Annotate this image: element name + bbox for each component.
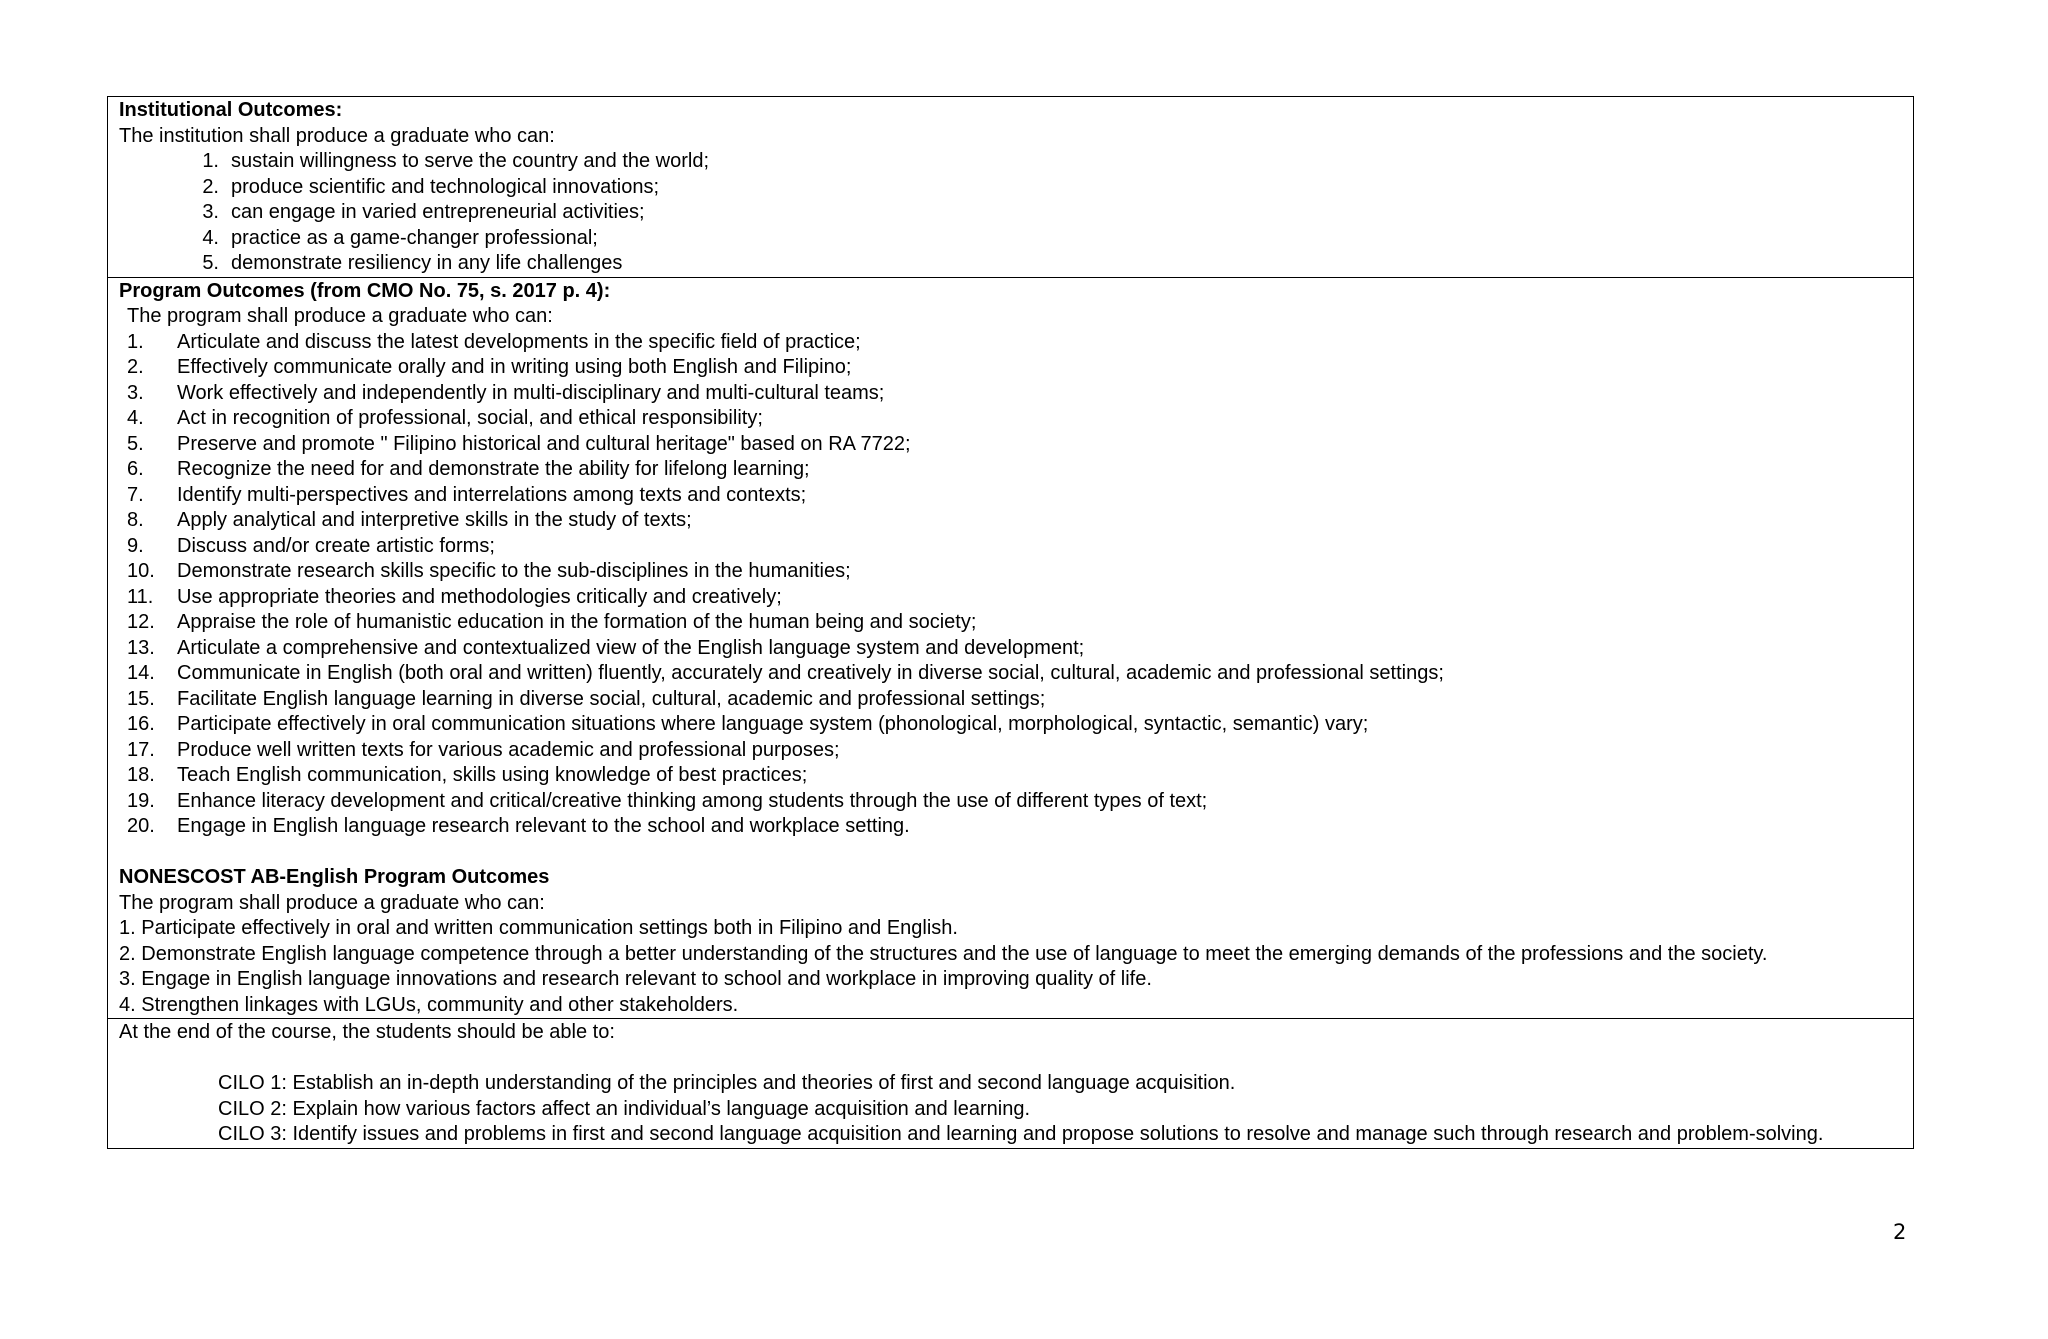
list-item [119,814,1905,840]
list-item [119,149,1905,175]
item-text: practice as a game-changer professional; [231,226,598,249]
item-number: 2. [119,942,142,965]
item-text: Engage in English language research relevant to the school and workplace setting. [177,815,910,837]
item-number: 4. [202,226,219,249]
list-item [119,226,1905,252]
institutional-intro: The institution shall produce a graduate who can: [119,124,555,147]
program-list [119,330,1905,840]
item-number: 1. [119,917,142,939]
item-text: Discuss and/or create artistic forms; [177,534,495,557]
item-text: Strengthen linkages with LGUs, community and other stakeholders. [141,993,739,1016]
item-number: 7. [127,483,144,506]
item-text: Enhance literacy development and critical/creative thinking among students through the use of different types of text; [177,789,1208,812]
item-text: Use appropriate theories and methodologies critically and creatively; [177,585,782,608]
item-text: Teach English communication, skills using knowledge of best practices; [177,764,808,786]
list-item [119,1097,1905,1123]
item-text: Articulate a comprehensive and contextualized view of the English language system and development; [177,636,1085,659]
item-number: 3. [119,968,142,990]
list-item [119,200,1905,226]
item-number: 4. [119,993,142,1016]
item-number: 2. [202,175,219,198]
program-heading: Program Outcomes (from CMO No. 75, s. 2017 p. 4): [119,279,611,302]
item-text: Work effectively and independently in multi-disciplinary and multi-cultural teams; [177,381,885,404]
item-number: 18. [127,764,155,786]
list-item [119,175,1905,201]
item-number: 4. [127,407,144,429]
cilo-code: CILO 3: [218,1123,293,1145]
list-item [119,942,1905,968]
cilo-text: Identify issues and problems in first and second language acquisition and learning and propose solutions to resolve and manage such through research and problem-solving. [292,1123,1824,1145]
list-item [119,559,1905,585]
institutional-outcomes-cell [108,97,1913,277]
list-item [119,508,1905,534]
list-item [119,993,1905,1019]
item-number: 5. [202,252,219,274]
list-item [119,661,1905,687]
item-number: 6. [127,458,144,480]
item-number: 12. [127,611,155,633]
item-text: Participate effectively in oral communication situations where language system (phonological, morphological, syntactic, semantic) vary; [177,713,1369,735]
list-item [119,610,1905,636]
list-item [119,381,1905,407]
nonescost-heading: NONESCOST AB-English Program Outcomes [119,866,550,888]
item-number: 3. [127,381,144,404]
item-text: Effectively communicate orally and in writing using both English and Filipino; [177,356,852,378]
list-item [119,457,1905,483]
list-item [119,534,1905,560]
item-number: 14. [127,662,155,684]
item-text: Identify multi-perspectives and interrelations among texts and contexts; [177,483,807,506]
item-number: 13. [127,636,155,659]
item-number: 2. [127,356,144,378]
item-text: Demonstrate research skills specific to the sub-disciplines in the humanities; [177,560,851,582]
cilo-text: Establish an in-depth understanding of the principles and theories of first and second language acquisition. [292,1072,1236,1094]
item-number: 15. [127,687,155,710]
list-item [119,712,1905,738]
item-text: Facilitate English language learning in diverse social, cultural, academic and professional settings; [177,687,1046,710]
item-text: Demonstrate English language competence through a better understanding of the structures and the use of language to meet the emerging demands of the professions and the society. [141,942,1768,965]
list-item [119,687,1905,713]
spacer [119,840,1905,866]
list-item [119,789,1905,815]
item-number: 17. [127,738,155,761]
list-item [119,763,1905,789]
item-text: Articulate and discuss the latest developments in the specific field of practice; [177,330,861,353]
program-outcomes-cell [108,277,1913,1019]
cilo-code: CILO 2: [218,1097,293,1120]
item-number: 20. [127,815,155,837]
cilo-code: CILO 1: [218,1072,293,1094]
item-text: Communicate in English (both oral and written) fluently, accurately and creatively in diverse social, cultural, academic and professional settings; [177,662,1444,684]
list-item [119,967,1905,993]
item-number: 10. [127,560,155,582]
item-number: 1. [127,330,144,353]
list-item [119,738,1905,764]
list-item [119,330,1905,356]
list-item [119,585,1905,611]
nonescost-intro: The program shall produce a graduate who can: [119,891,545,914]
item-number: 9. [127,534,144,557]
cilo-text: Explain how various factors affect an individual’s language acquisition and learning. [292,1097,1030,1120]
item-number: 8. [127,509,144,531]
institutional-list [119,149,1905,277]
list-item [119,1071,1905,1097]
list-item [119,636,1905,662]
cilo-list [119,1071,1905,1148]
item-text: can engage in varied entrepreneurial activities; [231,201,645,223]
spacer [119,1046,1905,1072]
item-number: 3. [202,201,219,223]
outcomes-table [107,96,1914,1149]
list-item [119,251,1905,277]
item-text: produce scientific and technological innovations; [231,175,660,198]
institutional-heading: Institutional Outcomes: [119,99,343,121]
item-text: demonstrate resiliency in any life challenges [231,252,623,274]
item-text: Appraise the role of humanistic education in the formation of the human being and society; [177,611,977,633]
list-item [119,355,1905,381]
item-number: 1. [202,150,219,172]
list-item [119,432,1905,458]
item-text: Engage in English language innovations and research relevant to school and workplace in improving quality of life. [141,968,1152,990]
page-number: 2 [1893,1220,1907,1244]
list-item [119,483,1905,509]
item-number: 5. [127,432,144,455]
course-outcomes-cell [108,1018,1913,1148]
nonescost-list [119,916,1905,1018]
item-text: Preserve and promote " Filipino historical and cultural heritage" based on RA 7722; [177,432,911,455]
item-number: 19. [127,789,155,812]
item-text: Act in recognition of professional, social, and ethical responsibility; [177,407,763,429]
item-text: Recognize the need for and demonstrate the ability for lifelong learning; [177,458,810,480]
list-item [119,1122,1905,1148]
course-intro: At the end of the course, the students should be able to: [119,1021,615,1043]
item-text: Participate effectively in oral and written communication settings both in Filipino and English. [141,917,958,939]
item-text: Produce well written texts for various academic and professional purposes; [177,738,840,761]
item-text: Apply analytical and interpretive skills in the study of texts; [177,509,692,531]
list-item [119,916,1905,942]
item-text: sustain willingness to serve the country and the world; [231,150,710,172]
list-item [119,406,1905,432]
program-intro: The program shall produce a graduate who can: [127,305,553,327]
item-number: 16. [127,713,155,735]
item-number: 11. [127,585,154,608]
